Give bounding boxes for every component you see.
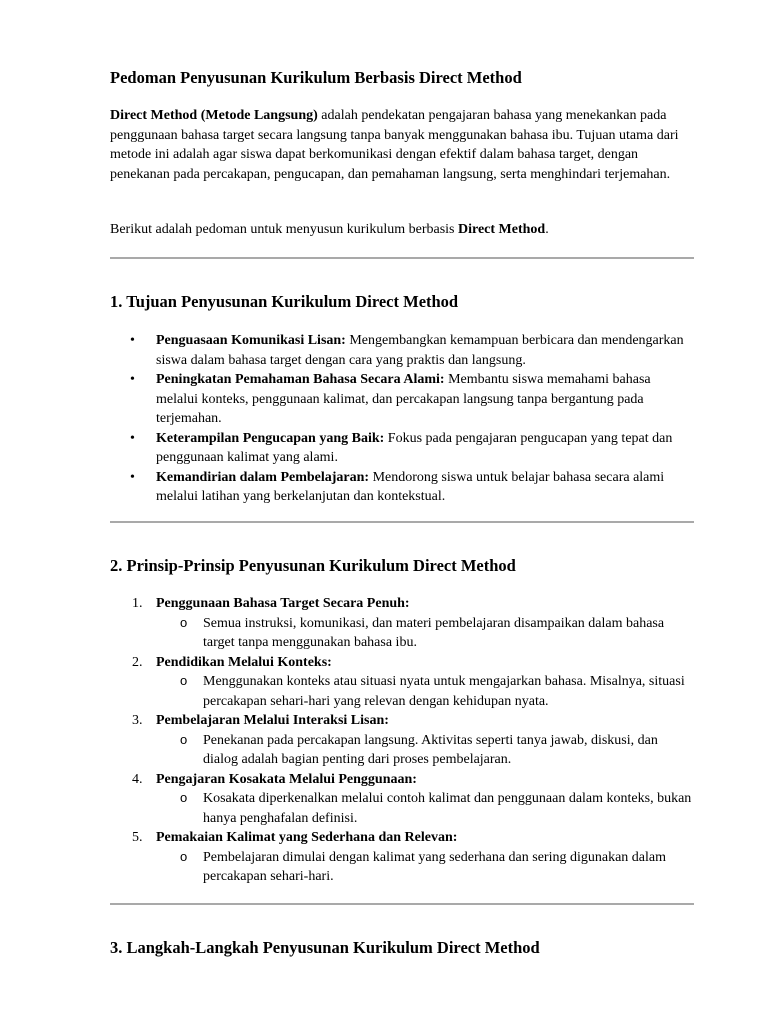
sub-bullet-marker: o: [180, 848, 188, 864]
numbered-item: [110, 770, 694, 829]
intro-bold-lead: Direct Method (Metode Langsung): [110, 108, 318, 123]
numbered-item: [110, 653, 694, 712]
list-item-text: Mendorong siswa untuk belajar bahasa secara alami melalui latihan yang berkelanjutan dan kontekstual.: [156, 469, 665, 504]
intro-text: adalah pendekatan pengajaran bahasa yang menekankan pada penggunaan bahasa target secara langsung tanpa banyak menggunakan bahasa ibu. Tujuan utama dari metode ini adalah agar siswa dapat berkomunikasi dengan efektif dalam bahasa target, dengan penekanan pada percakapan, pengucapan, dan pemahaman langsung, serta menghindari terjemahan.: [110, 108, 679, 182]
sub-item-text: Penekanan pada percakapan langsung. Aktivitas seperti tanya jawab, diskusi, dan dialog adalah bagian penting dari proses pembelajaran.: [203, 732, 658, 767]
sub-bullet-marker: o: [180, 614, 188, 630]
sub-item-text: Kosakata diperkenalkan melalui contoh kalimat dan penggunaan dalam konteks, bukan hanya penghafalan definisi.: [203, 791, 692, 826]
sub-list: [156, 789, 694, 828]
numbered-item: [110, 828, 694, 887]
sub-item: [156, 789, 694, 828]
list-item-text: Fokus pada pengajaran pengucapan yang tepat dan penggunaan kalimat yang alami.: [156, 430, 673, 465]
list-item: [110, 468, 694, 507]
list-item: [110, 370, 694, 429]
sub-item: [156, 614, 694, 653]
intro-paragraph: [110, 106, 694, 184]
numbered-item: [110, 594, 694, 653]
bullet-marker: •: [130, 333, 135, 348]
list-item-label: Peningkatan Pemahaman Bahasa Secara Alami:: [156, 372, 445, 387]
divider-1: [110, 257, 694, 259]
bullet-marker: •: [130, 469, 135, 485]
lead-in-paragraph: [110, 220, 694, 240]
divider-3: [110, 903, 694, 905]
sub-list: [156, 614, 694, 653]
item-number: 2.: [132, 654, 143, 670]
numbered-item-label: Penggunaan Bahasa Target Secara Penuh:: [156, 596, 410, 611]
sub-list: [156, 731, 694, 770]
sub-list: [156, 672, 694, 711]
item-number: 3.: [132, 713, 143, 728]
sub-item-text: Pembelajaran dimulai dengan kalimat yang sederhana dan sering digunakan dalam percakapan sehari-hari.: [203, 849, 667, 884]
list-item: [110, 331, 694, 370]
sub-bullet-marker: o: [180, 731, 188, 747]
numbered-item-label: Pengajaran Kosakata Melalui Penggunaan:: [156, 771, 417, 787]
list-item-text: Membantu siswa memahami bahasa melalui konteks, penggunaan kalimat, dan percakapan langsung tanpa bergantung pada terjemahan.: [156, 372, 651, 426]
lead-in-end: .: [545, 222, 549, 237]
document-title: Pedoman Penyusunan Kurikulum Berbasis Direct Method: [110, 68, 522, 87]
section-1-list: [110, 331, 694, 507]
item-number: 1.: [132, 596, 143, 611]
numbered-item-label: Pembelajaran Melalui Interaksi Lisan:: [156, 713, 389, 728]
bullet-marker: •: [130, 372, 135, 387]
section-3-heading: 3. Langkah-Langkah Penyusunan Kurikulum Direct Method: [110, 938, 540, 957]
sub-list: [156, 848, 694, 887]
sub-bullet-marker: o: [180, 673, 188, 688]
lead-in-text: Berikut adalah pedoman untuk menyusun kurikulum berbasis: [110, 222, 458, 237]
section-2-heading: 2. Prinsip-Prinsip Penyusunan Kurikulum Direct Method: [110, 556, 516, 575]
list-item: [110, 429, 694, 468]
numbered-item-label: Pendidikan Melalui Konteks:: [156, 654, 332, 670]
item-number: 5.: [132, 830, 143, 845]
sub-bullet-marker: o: [180, 790, 188, 805]
numbered-item: [110, 711, 694, 770]
sub-item: [156, 672, 694, 711]
list-item-label: Keterampilan Pengucapan yang Baik:: [156, 430, 385, 446]
list-item-label: Kemandirian dalam Pembelajaran:: [156, 469, 370, 485]
numbered-item-label: Pemakaian Kalimat yang Sederhana dan Relevan:: [156, 830, 458, 845]
list-item-label: Penguasaan Komunikasi Lisan:: [156, 333, 346, 348]
lead-in-bold: Direct Method: [458, 222, 546, 237]
sub-item: [156, 848, 694, 887]
sub-item-text: Semua instruksi, komunikasi, dan materi pembelajaran disampaikan dalam bahasa target tanpa menggunakan bahasa ibu.: [203, 615, 665, 650]
sub-item-text: Menggunakan konteks atau situasi nyata untuk mengajarkan bahasa. Misalnya, situasi percakapan sehari-hari yang relevan dengan kehidupan nyata.: [203, 674, 685, 709]
item-number: 4.: [132, 771, 143, 787]
sub-item: [156, 731, 694, 770]
divider-2: [110, 521, 694, 523]
section-2-list: [110, 594, 694, 887]
list-item-text: Mengembangkan kemampuan berbicara dan mendengarkan siswa dalam bahasa target dengan cara yang praktis dan langsung.: [156, 333, 684, 368]
section-1-heading: 1. Tujuan Penyusunan Kurikulum Direct Method: [110, 292, 459, 311]
bullet-marker: •: [130, 430, 135, 446]
